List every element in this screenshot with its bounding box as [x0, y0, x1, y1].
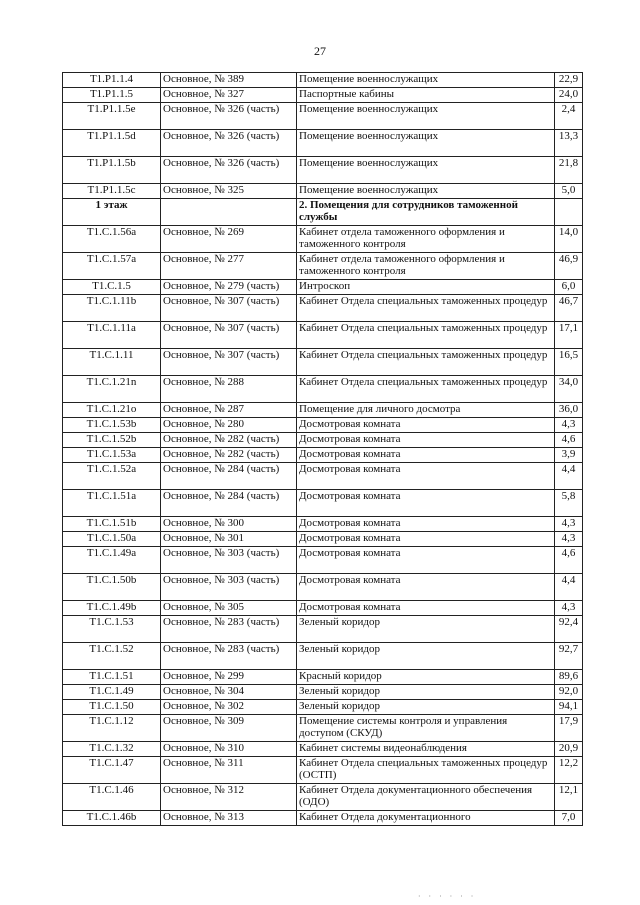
cell-area: 92,0 — [555, 685, 583, 700]
cell-name: Досмотровая комната — [297, 448, 555, 463]
cell-area: 36,0 — [555, 403, 583, 418]
table-row — [63, 403, 583, 418]
cell-code: Т1.С.1.52 — [63, 643, 161, 670]
cell-area: 16,5 — [555, 349, 583, 376]
table-row — [63, 700, 583, 715]
cell-area: 4,3 — [555, 418, 583, 433]
cell-area: 46,9 — [555, 253, 583, 280]
table-row — [63, 685, 583, 700]
cell-basis: Основное, № 269 — [161, 226, 297, 253]
cell-code: Т1.С.1.53а — [63, 448, 161, 463]
cell-name: Досмотровая комната — [297, 463, 555, 490]
cell-name: Помещение военнослужащих — [297, 157, 555, 184]
cell-area: 5,0 — [555, 184, 583, 199]
cell-area: 21,8 — [555, 157, 583, 184]
cell-basis: Основное, № 284 (часть) — [161, 463, 297, 490]
cell-area: 94,1 — [555, 700, 583, 715]
cell-name: Кабинет системы видеонаблюдения — [297, 742, 555, 757]
cell-area: 12,1 — [555, 784, 583, 811]
cell-area: 4,6 — [555, 433, 583, 448]
table-row — [63, 226, 583, 253]
cell-name: Помещение для личного досмотра — [297, 403, 555, 418]
cell-area: 4,3 — [555, 601, 583, 616]
cell-code: Т1.С.1.21n — [63, 376, 161, 403]
cell-code: Т1.С.1.56а — [63, 226, 161, 253]
cell-area: 92,7 — [555, 643, 583, 670]
cell-code: Т1.С.1.51а — [63, 490, 161, 517]
table-row — [63, 130, 583, 157]
table-row — [63, 670, 583, 685]
cell-code: Т1.Р1.1.5 — [63, 88, 161, 103]
cell-code: Т1.С.1.53 — [63, 616, 161, 643]
table-row — [63, 295, 583, 322]
cell-basis: Основное, № 389 — [161, 73, 297, 88]
cell-basis: Основное, № 304 — [161, 685, 297, 700]
cell-area: 46,7 — [555, 295, 583, 322]
cell-area: 20,9 — [555, 742, 583, 757]
cell-name: Досмотровая комната — [297, 490, 555, 517]
cell-name: Кабинет Отдела специальных таможенных процедур — [297, 295, 555, 322]
cell-code: Т1.С.1.11b — [63, 295, 161, 322]
table-row — [63, 103, 583, 130]
cell-basis: Основное, № 303 (часть) — [161, 574, 297, 601]
cell-area: 2,4 — [555, 103, 583, 130]
page-number: 27 — [314, 44, 326, 58]
cell-code: Т1.С.1.52b — [63, 433, 161, 448]
table-row — [63, 88, 583, 103]
cell-basis: Основное, № 312 — [161, 784, 297, 811]
cell-area: 4,4 — [555, 574, 583, 601]
cell-name: Помещение военнослужащих — [297, 73, 555, 88]
cell-basis: Основное, № 302 — [161, 700, 297, 715]
cell-area: 12,2 — [555, 757, 583, 784]
cell-name: Интроскоп — [297, 280, 555, 295]
table-row — [63, 280, 583, 295]
cell-area: 5,8 — [555, 490, 583, 517]
table-row — [63, 184, 583, 199]
table-row — [63, 433, 583, 448]
table-row — [63, 547, 583, 574]
table-row — [63, 532, 583, 547]
cell-basis: Основное, № 284 (часть) — [161, 490, 297, 517]
cell-code: Т1.С.1.32 — [63, 742, 161, 757]
table-row — [63, 715, 583, 742]
table-row — [63, 418, 583, 433]
cell-code: Т1.С.1.53b — [63, 418, 161, 433]
table-row — [63, 742, 583, 757]
cell-name: Кабинет Отдела документационного — [297, 811, 555, 826]
cell-name: Досмотровая комната — [297, 547, 555, 574]
cell-code: Т1.Р1.1.5b — [63, 157, 161, 184]
cell-basis: Основное, № 301 — [161, 532, 297, 547]
cell-basis: Основное, № 326 (часть) — [161, 103, 297, 130]
table-row — [63, 73, 583, 88]
table-row — [63, 757, 583, 784]
cell-code: Т1.С.1.46 — [63, 784, 161, 811]
table-row — [63, 616, 583, 643]
cell-area: 4,6 — [555, 547, 583, 574]
table-row — [63, 490, 583, 517]
cell-basis: Основное, № 282 (часть) — [161, 433, 297, 448]
cell-name: Досмотровая комната — [297, 433, 555, 448]
cell-name: Помещение системы контроля и управления доступом (СКУД) — [297, 715, 555, 742]
cell-name: Зеленый коридор — [297, 616, 555, 643]
cell-code: Т1.С.1.11а — [63, 322, 161, 349]
cell-name: Зеленый коридор — [297, 700, 555, 715]
cell-name: Помещение военнослужащих — [297, 184, 555, 199]
cell-name: 2. Помещения для сотрудников таможенной службы — [297, 199, 555, 226]
table-row — [63, 448, 583, 463]
cell-code: Т1.Р1.1.5d — [63, 130, 161, 157]
cell-name: Кабинет Отдела специальных таможенных процедур — [297, 322, 555, 349]
cell-code: Т1.С.1.46b — [63, 811, 161, 826]
cell-name: Досмотровая комната — [297, 517, 555, 532]
cell-area — [555, 199, 583, 226]
cell-area: 22,9 — [555, 73, 583, 88]
cell-basis: Основное, № 307 (часть) — [161, 295, 297, 322]
cell-code: Т1.С.1.57а — [63, 253, 161, 280]
cell-basis: Основное, № 305 — [161, 601, 297, 616]
cell-area: 14,0 — [555, 226, 583, 253]
cell-code: Т1.Р1.1.5е — [63, 103, 161, 130]
cell-name: Зеленый коридор — [297, 643, 555, 670]
cell-code: Т1.С.1.50b — [63, 574, 161, 601]
cell-code: Т1.Р1.1.4 — [63, 73, 161, 88]
cell-basis: Основное, № 310 — [161, 742, 297, 757]
cell-name: Досмотровая комната — [297, 418, 555, 433]
cell-name: Красный коридор — [297, 670, 555, 685]
cell-code: Т1.С.1.52а — [63, 463, 161, 490]
cell-name: Кабинет отдела таможенного оформления и таможенного контроля — [297, 226, 555, 253]
cell-code: Т1.С.1.11 — [63, 349, 161, 376]
cell-basis: Основное, № 283 (часть) — [161, 643, 297, 670]
cell-area: 17,9 — [555, 715, 583, 742]
cell-basis: Основное, № 303 (часть) — [161, 547, 297, 574]
cell-basis: Основное, № 282 (часть) — [161, 448, 297, 463]
table-row — [63, 463, 583, 490]
table-row — [63, 574, 583, 601]
cell-name: Досмотровая комната — [297, 532, 555, 547]
cell-basis — [161, 199, 297, 226]
table-row — [63, 517, 583, 532]
cell-code: Т1.С.1.50 — [63, 700, 161, 715]
cell-name: Кабинет Отдела документационного обеспечения (ОДО) — [297, 784, 555, 811]
cell-name: Паспортные кабины — [297, 88, 555, 103]
cell-area: 92,4 — [555, 616, 583, 643]
cell-basis: Основное, № 313 — [161, 811, 297, 826]
scan-artifact: ⋅ ⋅ ⋅ ⋅ ⋅ ⋅ — [418, 892, 477, 901]
cell-code: Т1.С.1.49 — [63, 685, 161, 700]
table-row — [63, 811, 583, 826]
cell-name: Досмотровая комната — [297, 574, 555, 601]
cell-code: Т1.С.1.51 — [63, 670, 161, 685]
cell-area: 3,9 — [555, 448, 583, 463]
cell-basis: Основное, № 326 (часть) — [161, 157, 297, 184]
cell-area: 4,3 — [555, 532, 583, 547]
cell-basis: Основное, № 307 (часть) — [161, 349, 297, 376]
cell-basis: Основное, № 327 — [161, 88, 297, 103]
cell-basis: Основное, № 307 (часть) — [161, 322, 297, 349]
cell-code: Т1.Р1.1.5с — [63, 184, 161, 199]
cell-name: Кабинет Отдела специальных таможенных процедур — [297, 376, 555, 403]
cell-name: Помещение военнослужащих — [297, 103, 555, 130]
cell-code: 1 этаж — [63, 199, 161, 226]
cell-area: 4,3 — [555, 517, 583, 532]
cell-basis: Основное, № 277 — [161, 253, 297, 280]
cell-name: Зеленый коридор — [297, 685, 555, 700]
cell-code: Т1.С.1.49b — [63, 601, 161, 616]
cell-basis: Основное, № 311 — [161, 757, 297, 784]
cell-code: Т1.С.1.47 — [63, 757, 161, 784]
table-row — [63, 643, 583, 670]
cell-area: 17,1 — [555, 322, 583, 349]
table-row — [63, 601, 583, 616]
cell-code: Т1.С.1.21о — [63, 403, 161, 418]
cell-area: 7,0 — [555, 811, 583, 826]
cell-basis: Основное, № 325 — [161, 184, 297, 199]
cell-name: Досмотровая комната — [297, 601, 555, 616]
cell-code: Т1.С.1.49а — [63, 547, 161, 574]
cell-basis: Основное, № 287 — [161, 403, 297, 418]
table-row — [63, 157, 583, 184]
cell-area: 13,3 — [555, 130, 583, 157]
section-header-row — [63, 199, 583, 226]
cell-code: Т1.С.1.50а — [63, 532, 161, 547]
table-row — [63, 253, 583, 280]
cell-area: 4,4 — [555, 463, 583, 490]
cell-area: 6,0 — [555, 280, 583, 295]
cell-name: Кабинет отдела таможенного оформления и таможенного контроля — [297, 253, 555, 280]
cell-basis: Основное, № 300 — [161, 517, 297, 532]
cell-area: 34,0 — [555, 376, 583, 403]
table-row — [63, 376, 583, 403]
table-row — [63, 349, 583, 376]
cell-basis: Основное, № 309 — [161, 715, 297, 742]
rooms-table-body — [63, 73, 583, 826]
cell-area: 89,6 — [555, 670, 583, 685]
cell-basis: Основное, № 288 — [161, 376, 297, 403]
cell-name: Кабинет Отдела специальных таможенных процедур — [297, 349, 555, 376]
cell-basis: Основное, № 326 (часть) — [161, 130, 297, 157]
cell-name: Помещение военнослужащих — [297, 130, 555, 157]
cell-name: Кабинет Отдела специальных таможенных процедур (ОСТП) — [297, 757, 555, 784]
cell-code: Т1.С.1.12 — [63, 715, 161, 742]
table-row — [63, 784, 583, 811]
rooms-table — [62, 72, 583, 826]
cell-code: Т1.С.1.5 — [63, 280, 161, 295]
cell-area: 24,0 — [555, 88, 583, 103]
table-row — [63, 322, 583, 349]
cell-basis: Основное, № 299 — [161, 670, 297, 685]
cell-basis: Основное, № 279 (часть) — [161, 280, 297, 295]
cell-basis: Основное, № 280 — [161, 418, 297, 433]
cell-code: Т1.С.1.51b — [63, 517, 161, 532]
cell-basis: Основное, № 283 (часть) — [161, 616, 297, 643]
